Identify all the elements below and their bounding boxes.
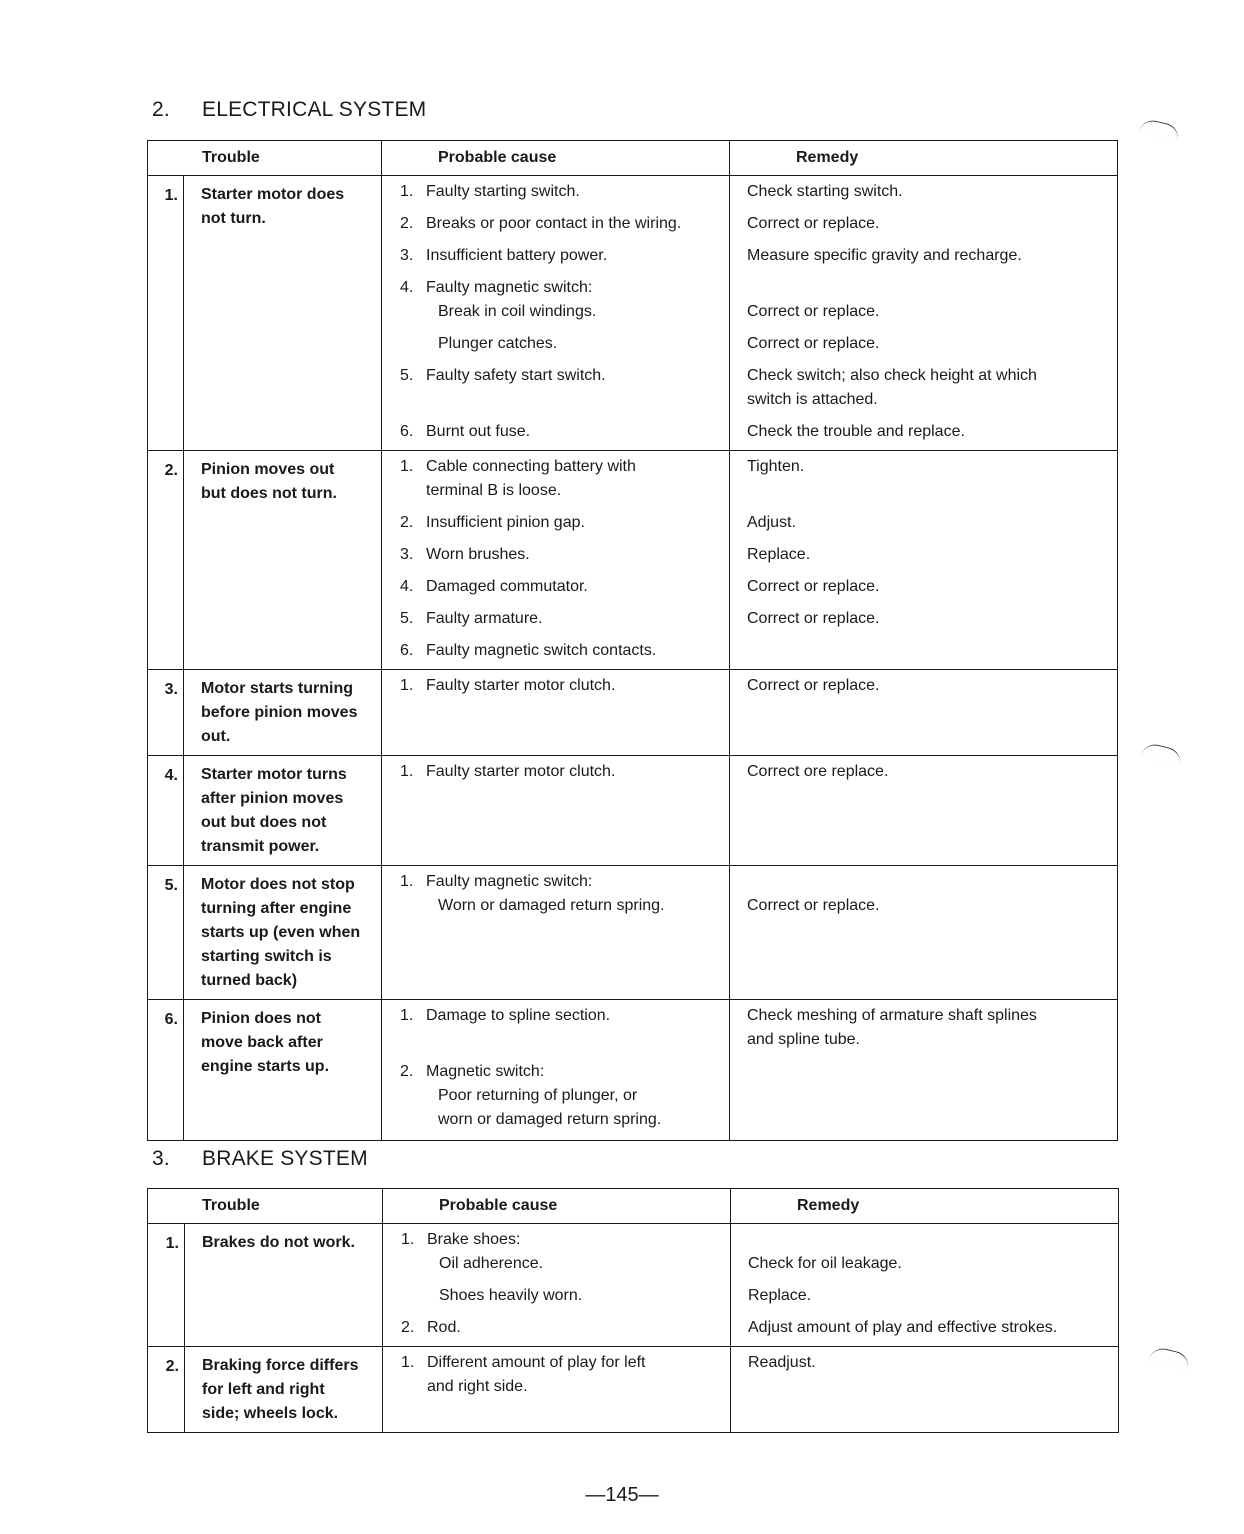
table-row	[148, 176, 1118, 451]
trouble-cell: Motor does not stop turning after engine starts up (even when starting switch is turned back)	[184, 866, 382, 1000]
electrical-troubleshooting-table	[147, 140, 1118, 1141]
remedy-cell: Check starting switch. Correct or replace. Measure specific gravity and recharge. Correct or replace. Correct or replace. Check switch; also check height at which switch is attached. Check the trouble and replace.	[730, 176, 1118, 451]
margin-mark	[1141, 741, 1183, 765]
row-number: 3.	[148, 670, 184, 756]
cause-cell: 1. Different amount of play for left and right side.	[383, 1347, 731, 1433]
table-row	[148, 451, 1118, 670]
electrical-section-heading	[152, 98, 426, 122]
brake-section-heading	[152, 1147, 368, 1171]
header-probable-cause: Probable cause	[383, 1189, 731, 1224]
trouble-cell: Starter motor does not turn.	[184, 176, 382, 451]
row-number: 2.	[148, 451, 184, 670]
remedy-cell: Correct or replace.	[730, 866, 1118, 1000]
margin-mark	[1139, 117, 1181, 141]
row-number: 4.	[148, 756, 184, 866]
remedy-cell: Check meshing of armature shaft splines and spline tube.	[730, 1000, 1118, 1141]
table-row	[148, 1347, 1119, 1433]
table-row	[148, 1224, 1119, 1347]
row-number: 1.	[148, 176, 184, 451]
row-number: 5.	[148, 866, 184, 1000]
row-number: 2.	[148, 1347, 185, 1433]
header-trouble: Trouble	[148, 1189, 383, 1224]
section-number: 3.	[152, 1147, 170, 1170]
remedy-cell: Readjust.	[731, 1347, 1119, 1433]
margin-mark	[1149, 1345, 1191, 1369]
page-number: —145—	[585, 1484, 659, 1506]
trouble-cell: Pinion does not move back after engine starts up.	[184, 1000, 382, 1141]
header-trouble: Trouble	[148, 141, 382, 176]
cause-cell: 1. Faulty magnetic switch: Worn or damaged return spring.	[382, 866, 730, 1000]
remedy-cell: Correct or replace.	[730, 670, 1118, 756]
table-header-row	[148, 141, 1118, 176]
table-row	[148, 1000, 1118, 1141]
cause-cell: 1. Cable connecting battery with terminal B is loose. 2. Insufficient pinion gap. 3. Worn brushes. 4. Damaged commutator. 5. Faulty armature. 6. Faulty magnetic switch contacts.	[382, 451, 730, 670]
header-probable-cause: Probable cause	[382, 141, 730, 176]
trouble-cell: Brakes do not work.	[185, 1224, 383, 1347]
row-number: 6.	[148, 1000, 184, 1141]
table-row	[148, 670, 1118, 756]
table-header-row	[148, 1189, 1119, 1224]
trouble-cell: Starter motor turns after pinion moves out but does not transmit power.	[184, 756, 382, 866]
header-remedy: Remedy	[730, 141, 1118, 176]
trouble-cell: Braking force differs for left and right side; wheels lock.	[185, 1347, 383, 1433]
cause-cell: 1. Faulty starting switch. 2. Breaks or poor contact in the wiring. 3. Insufficient battery power. 4. Faulty magnetic switch: Break in coil windings. Plunger catches. 5. Faulty safety start switch. 6. Burnt out fuse.	[382, 176, 730, 451]
brake-troubleshooting-table	[147, 1188, 1119, 1433]
section-number: 2.	[152, 98, 170, 121]
cause-cell: 1. Faulty starter motor clutch.	[382, 756, 730, 866]
table-row	[148, 756, 1118, 866]
cause-cell: 1. Damage to spline section. 2. Magnetic switch: Poor returning of plunger, or worn or damaged return spring.	[382, 1000, 730, 1141]
trouble-cell: Motor starts turning before pinion moves out.	[184, 670, 382, 756]
table-row	[148, 866, 1118, 1000]
row-number: 1.	[148, 1224, 185, 1347]
trouble-cell: Pinion moves out but does not turn.	[184, 451, 382, 670]
remedy-cell: Correct ore replace.	[730, 756, 1118, 866]
section-title: BRAKE SYSTEM	[202, 1147, 368, 1170]
header-remedy: Remedy	[731, 1189, 1119, 1224]
section-title: ELECTRICAL SYSTEM	[202, 98, 427, 121]
cause-cell: 1. Brake shoes: Oil adherence. Shoes heavily worn. 2. Rod.	[383, 1224, 731, 1347]
remedy-cell: Tighten. Adjust. Replace. Correct or replace. Correct or replace.	[730, 451, 1118, 670]
cause-cell: 1. Faulty starter motor clutch.	[382, 670, 730, 756]
remedy-cell: Check for oil leakage. Replace. Adjust amount of play and effective strokes.	[731, 1224, 1119, 1347]
